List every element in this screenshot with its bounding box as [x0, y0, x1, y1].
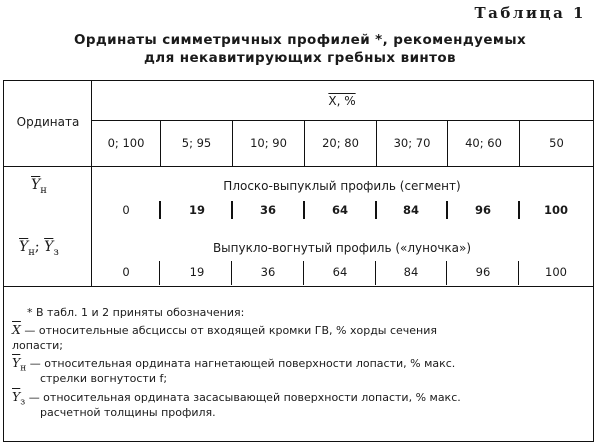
row2-tick-3: [303, 261, 304, 285]
footnote-yn-symbol: $\overline{Y}_н$: [12, 355, 27, 374]
x-value-5: 40; 60: [465, 136, 502, 150]
row2-symbol-sub-1: н: [28, 246, 35, 258]
row2-value-5: 96: [475, 265, 491, 279]
x-percent-header: [91, 94, 593, 108]
row1-value-0: 0: [122, 203, 130, 217]
row1-value-2: 36: [259, 203, 276, 217]
row2-caption: Выпукло-вогнутый профиль («луночка»): [212, 241, 472, 255]
row2-symbol-main-2: $\overline{Y}$: [44, 239, 54, 255]
row1-value-3: 64: [331, 203, 348, 217]
row1-caption: Плоско-выпуклый профиль (сегмент): [223, 179, 461, 193]
footnote-yz-text: — относительная ордината засасывающей поверхности лопасти, % макс.: [28, 391, 461, 404]
row1-tick-1: [159, 201, 161, 219]
footnote-x-symbol: $\overline{X}$: [12, 322, 21, 337]
row1-symbol: [31, 177, 47, 196]
row2-value-3: 64: [332, 265, 348, 279]
row2-tick-6: [518, 261, 519, 285]
x-value-4: 30; 70: [393, 136, 431, 150]
footnote-yz-symbol: $\overline{Y}_з$: [12, 389, 26, 408]
row1-value-5: 96: [474, 203, 491, 217]
row1-tick-3: [303, 201, 305, 219]
row2-symbol-main-1: $\overline{Y}$: [19, 239, 29, 255]
ordinate-header: Ордината: [16, 115, 80, 129]
x-value-2: 10; 90: [250, 136, 287, 150]
x-value-0: 0; 100: [107, 136, 145, 150]
row1-symbol-sub: н: [40, 184, 47, 196]
footnote-x-text: — относительные абсциссы от входящей кромки ГВ, % хорды сечения: [24, 324, 438, 337]
row1-tick-2: [231, 201, 233, 219]
row2-value-4: 84: [403, 265, 419, 279]
row1-tick-5: [446, 201, 448, 219]
row2-tick-5: [446, 261, 447, 285]
rule-data-bottom: [4, 286, 593, 287]
x-value-6: 50: [549, 136, 564, 150]
row2-value-0: 0: [122, 265, 130, 279]
row1-value-6: 100: [543, 203, 568, 217]
row2-symbol: [19, 239, 59, 258]
footnote-yz-cont: расчетной толщины профиля.: [40, 406, 216, 419]
row2-symbol-sub-2: з: [53, 246, 59, 258]
row2-value-1: 19: [189, 265, 205, 279]
rule-x-label: [91, 120, 593, 121]
row2-symbol-separator: ;: [34, 239, 40, 255]
footnote-x-cont: лопасти;: [12, 339, 64, 352]
row1-value-1: 19: [188, 203, 205, 217]
x-value-1: 5; 95: [181, 136, 212, 150]
table-title-line-2: для некавитирующих гребных винтов: [144, 50, 456, 66]
footnote-yn-text: — относительная ордината нагнетающей поверхности лопасти, % макс.: [29, 357, 456, 370]
rule-header-bottom: [4, 166, 593, 167]
row2-tick-2: [231, 261, 232, 285]
row1-symbol-main: $\overline{Y}$: [31, 177, 41, 193]
row1-tick-6: [518, 201, 520, 219]
footnote-head: * В табл. 1 и 2 приняты обозначения:: [27, 306, 245, 319]
row2-value-2: 36: [260, 265, 276, 279]
x-value-3: 20; 80: [322, 136, 359, 150]
table-title-line-1: Ординаты симметричных профилей *, рекомендуемых: [73, 32, 527, 48]
row2-value-6: 100: [545, 265, 567, 279]
x-percent-label: X, %: [328, 94, 356, 108]
row2-tick-1: [159, 261, 160, 285]
row1-tick-4: [375, 201, 377, 219]
footnote-yn-cont: стрелки вогнутости f;: [40, 372, 168, 385]
row1-value-4: 84: [402, 203, 419, 217]
row2-tick-4: [375, 261, 376, 285]
table-label: Таблица 1: [474, 4, 586, 22]
table-frame: [3, 80, 594, 442]
footnote-x: [12, 322, 437, 338]
